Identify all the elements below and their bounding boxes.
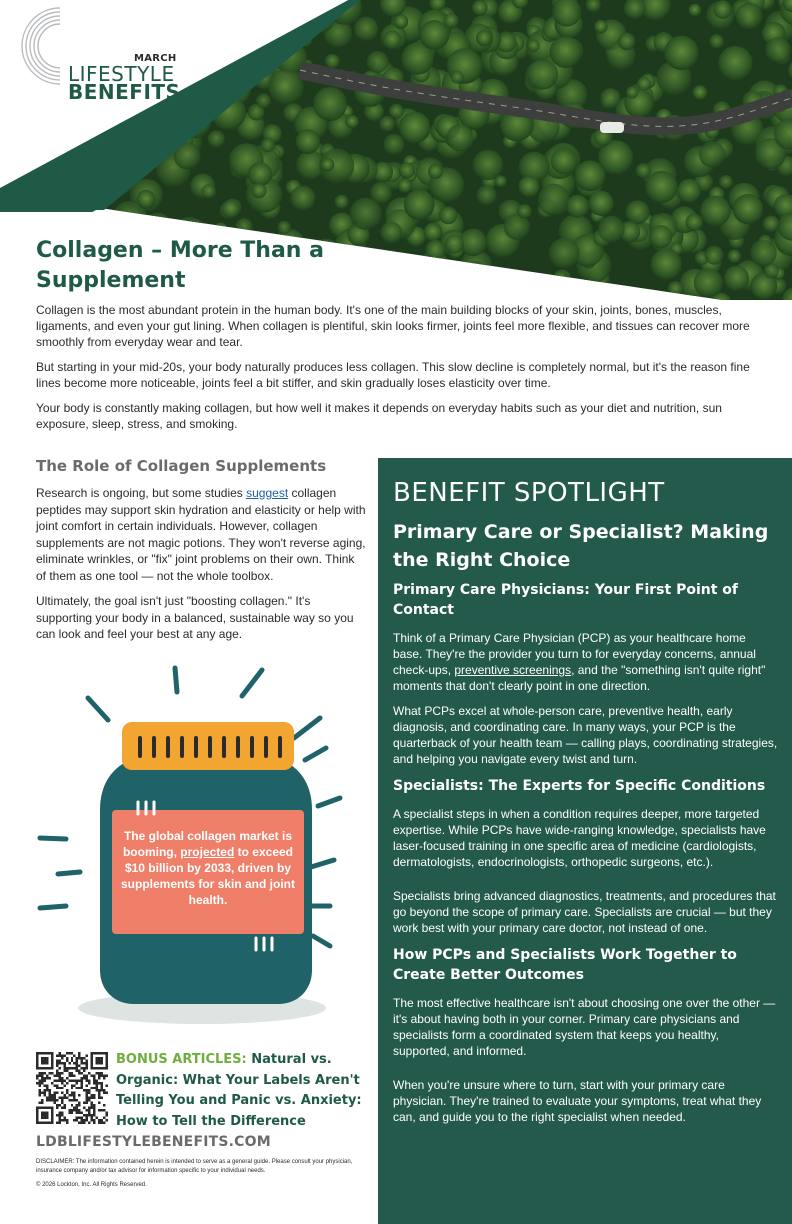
benefit-spotlight	[378, 458, 792, 1224]
specialists-paragraph-2: Specialists bring advanced diagnostics, treatments, and procedures that go beyond the scope of primary care. Specialists are crucial — but they work best with your primary care doctor, not instead of one.	[393, 889, 776, 935]
issue-month: MARCH	[134, 53, 177, 64]
role-heading: The Role of Collagen Supplements	[36, 457, 327, 475]
intro-paragraph: Collagen is the most abundant protein in the human body. It's one of the main building blocks of your skin, joints, bones, muscles, ligaments, and even your gut lining. When collagen is plentiful, skin looks firmer, joints feel more flexible, and tissues can recover more smoothly from everyday wear and tear.	[36, 303, 750, 349]
spotlight-title: Primary Care or Specialist? Making the Right Choice	[393, 521, 769, 571]
callout-text: to exceed $10 billion by 2033, driven by supplements for skin and joint health.	[120, 845, 296, 907]
pcp-text: , and the "something isn't quite right" moments that don't clearly point in one direction.	[393, 663, 766, 693]
specialists-heading: Specialists: The Experts for Specific Conditions	[393, 778, 766, 794]
intro-paragraph: Your body is constantly making collagen, but how well it makes it depends on everyday habits such as your diet and nutrition, sun exposure, sleep, stress, and smoking.	[36, 401, 722, 431]
pcp-paragraph-2: What PCPs excel at whole-person care, preventive health, early diagnosis, and coordinating care. In many ways, your PCP is the quarterback of your health team — calling plays, coordinating strategies, and helping you navigate every twist and turn.	[393, 704, 778, 766]
together-paragraph-1: The most effective healthcare isn't about choosing one over the other — it's about having both in your corner. Primary care physicians and specialists form a coordinated system that keeps you healthy, supported, and informed.	[393, 996, 776, 1058]
intro-text	[36, 302, 756, 441]
website-url[interactable]: LDBLIFESTYLEBENEFITS.COM	[36, 1134, 271, 1150]
bonus-label: BONUS ARTICLES:	[116, 1052, 247, 1067]
intro-paragraph: But starting in your mid-20s, your body naturally produces less collagen. This slow decline is completely normal, but it's the reason fine lines become more noticeable, joints feel a bit stiffer, and skin gradually loses elasticity over time.	[36, 360, 750, 390]
role-section	[36, 457, 366, 652]
suggest-link[interactable]: suggest	[246, 486, 289, 500]
bonus-articles[interactable]	[116, 1050, 366, 1132]
car-icon	[600, 122, 624, 133]
pcp-text: Think of a Primary Care Physician (PCP) as your healthcare home base. They're the provider you turn to for everyday concerns, annual check-ups,	[393, 631, 756, 677]
preventive-screenings-link[interactable]: preventive screenings	[454, 663, 572, 677]
role-paragraph-2: Ultimately, the goal isn't just "boosting collagen." It's supporting your body in a balanced, sustainable way so you can look and feel your best at any age.	[36, 594, 354, 641]
jar-callout	[118, 828, 298, 908]
bonus-titles: Natural vs. Organic: What Your Labels Aren't Telling You and Panic vs. Anxiety: How to Tell the Difference	[116, 1052, 362, 1129]
disclaimer: DISCLAIMER: The information contained herein is intended to serve as a general guide. Please consult your physician, insurance company and/or tax advisor for information specific to your individual needs.	[36, 1159, 353, 1174]
role-text: collagen peptides may support skin hydration and elasticity or help with joint comfort in certain individuals. However, collagen supplements are not magic potions. They won't reverse aging, eliminate wrinkles, or "fix" joint problems on their own. Think of them as one tool — not the whole toolbox.	[36, 486, 366, 583]
spotlight-kicker: BENEFIT SPOTLIGHT	[393, 478, 665, 508]
copyright: © 2026 Lockton, Inc. All Rights Reserved.	[36, 1182, 147, 1188]
together-heading: How PCPs and Specialists Work Together to Create Better Outcomes	[393, 947, 737, 983]
callout-text: The global collagen market is booming,	[122, 829, 293, 859]
role-paragraph-1	[36, 485, 366, 584]
pcp-heading: Primary Care Physicians: Your First Point of Contact	[393, 582, 739, 618]
pcp-paragraph-1	[393, 630, 778, 694]
brand-line-2: BENEFITS	[68, 80, 181, 104]
qr-code-icon[interactable]	[36, 1052, 108, 1124]
specialists-paragraph-1: A specialist steps in when a condition requires deeper, more targeted expertise. While PCPs have wide-ranging knowledge, specialists have laser-focused training in one specific area of medicine (cardiologists, dermatologists, endocrinologists, orthopedic surgeons, etc.).	[393, 807, 766, 869]
projected-link[interactable]: projected	[180, 845, 235, 859]
article-title: Collagen – More Than a Supplement	[36, 238, 324, 293]
brand-line-1: LIFESTYLE	[68, 62, 175, 86]
together-paragraph-2: When you're unsure where to turn, start with your primary care physician. They're trained to evaluate your symptoms, treat what they can, and guide you to the right specialist when needed.	[393, 1078, 762, 1124]
role-text: Research is ongoing, but some studies	[36, 486, 247, 500]
